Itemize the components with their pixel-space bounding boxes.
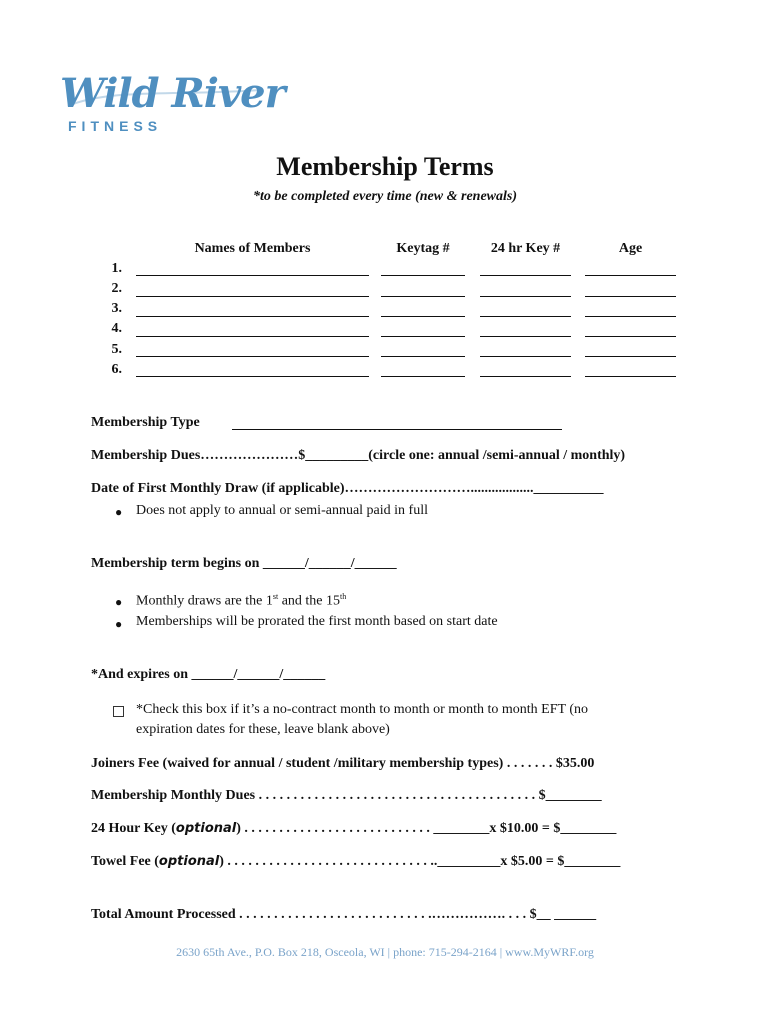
key-field[interactable] <box>480 336 571 337</box>
age-field[interactable] <box>585 296 676 297</box>
page-title: Membership Terms <box>276 152 494 181</box>
first-draw-date: Date of First Monthly Draw (if applicable)………………………..................__________ <box>91 481 604 496</box>
bullet-icon: ● <box>115 617 123 631</box>
no-contract-checkbox[interactable] <box>113 706 124 717</box>
prorate-note: Memberships will be prorated the first month based on start date <box>136 614 498 629</box>
membership-type-label: Membership Type <box>91 415 200 430</box>
monthly-dues: Membership Monthly Dues . . . . . . . . . . . . . . . . . . . . . . . . . . . . . . . . . . . . . . . . $________ <box>91 788 602 803</box>
checkbox-label-line2: expiration dates for these, leave blank above) <box>136 722 390 737</box>
key-field[interactable] <box>480 356 571 357</box>
name-field[interactable] <box>136 275 369 276</box>
keytag-field[interactable] <box>381 356 465 357</box>
joiners-fee: Joiners Fee (waived for annual / student /military membership types) . . . . . . . $35.00 <box>91 756 595 771</box>
total-amount: Total Amount Processed . . . . . . . . . . . . . . . . . . . . . . . . . . . .……………. . . . $__ ______ <box>91 907 597 922</box>
row-number: 2. <box>111 281 122 296</box>
age-field[interactable] <box>585 356 676 357</box>
row-number: 5. <box>111 342 122 357</box>
keytag-field[interactable] <box>381 316 465 317</box>
name-field[interactable] <box>136 376 369 377</box>
membership-type-field[interactable] <box>232 429 562 430</box>
hour-key-fee: 24 Hour Key (optional) . . . . . . . . . . . . . . . . . . . . . . . . . . . ________x $10.00 = $________ <box>91 821 617 836</box>
key-field[interactable] <box>480 275 571 276</box>
footer-contact: 2630 65th Ave., P.O. Box 218, Osceola, WI | phone: 715-294-2164 | www.MyWRF.org <box>176 945 594 959</box>
name-field[interactable] <box>136 296 369 297</box>
expires-on: *And expires on ______/______/______ <box>91 667 326 682</box>
page-subtitle: *to be completed every time (new & renewals) <box>253 189 517 204</box>
age-field[interactable] <box>585 275 676 276</box>
age-field[interactable] <box>585 316 676 317</box>
keytag-field[interactable] <box>381 376 465 377</box>
keytag-field[interactable] <box>381 296 465 297</box>
row-number: 4. <box>111 321 122 336</box>
age-field[interactable] <box>585 376 676 377</box>
row-number: 3. <box>111 301 122 316</box>
row-number: 1. <box>111 261 122 276</box>
membership-dues: Membership Dues…………………$_________(circle one: annual /semi-annual / monthly) <box>91 448 626 463</box>
term-begins: Membership term begins on ______/______/______ <box>91 556 397 571</box>
logo-sub: FITNESS <box>68 118 163 134</box>
name-field[interactable] <box>136 316 369 317</box>
header-age: Age <box>618 241 643 256</box>
key-field[interactable] <box>480 316 571 317</box>
logo-name: Wild River <box>60 70 285 117</box>
row-number: 6. <box>111 362 122 377</box>
towel-fee: Towel Fee (optional) . . . . . . . . . . . . . . . . . . . . . . . . . . . . . .._________x $5.00 = $________ <box>91 854 621 869</box>
checkbox-label-line1: *Check this box if it’s a no-contract month to month or month to month EFT (no <box>136 702 588 717</box>
key-field[interactable] <box>480 296 571 297</box>
bullet-icon: ● <box>115 595 123 609</box>
age-field[interactable] <box>585 336 676 337</box>
key-field[interactable] <box>480 376 571 377</box>
header-24hr-key: 24 hr Key # <box>490 241 561 256</box>
header-keytag: Keytag # <box>396 241 450 256</box>
first-draw-note: Does not apply to annual or semi-annual paid in full <box>136 503 428 518</box>
draw-dates-note: Monthly draws are the 1st and the 15th <box>136 592 347 609</box>
bullet-icon: ● <box>115 505 123 519</box>
keytag-field[interactable] <box>381 275 465 276</box>
logo <box>60 68 290 138</box>
header-names: Names of Members <box>194 241 311 256</box>
name-field[interactable] <box>136 356 369 357</box>
keytag-field[interactable] <box>381 336 465 337</box>
name-field[interactable] <box>136 336 369 337</box>
